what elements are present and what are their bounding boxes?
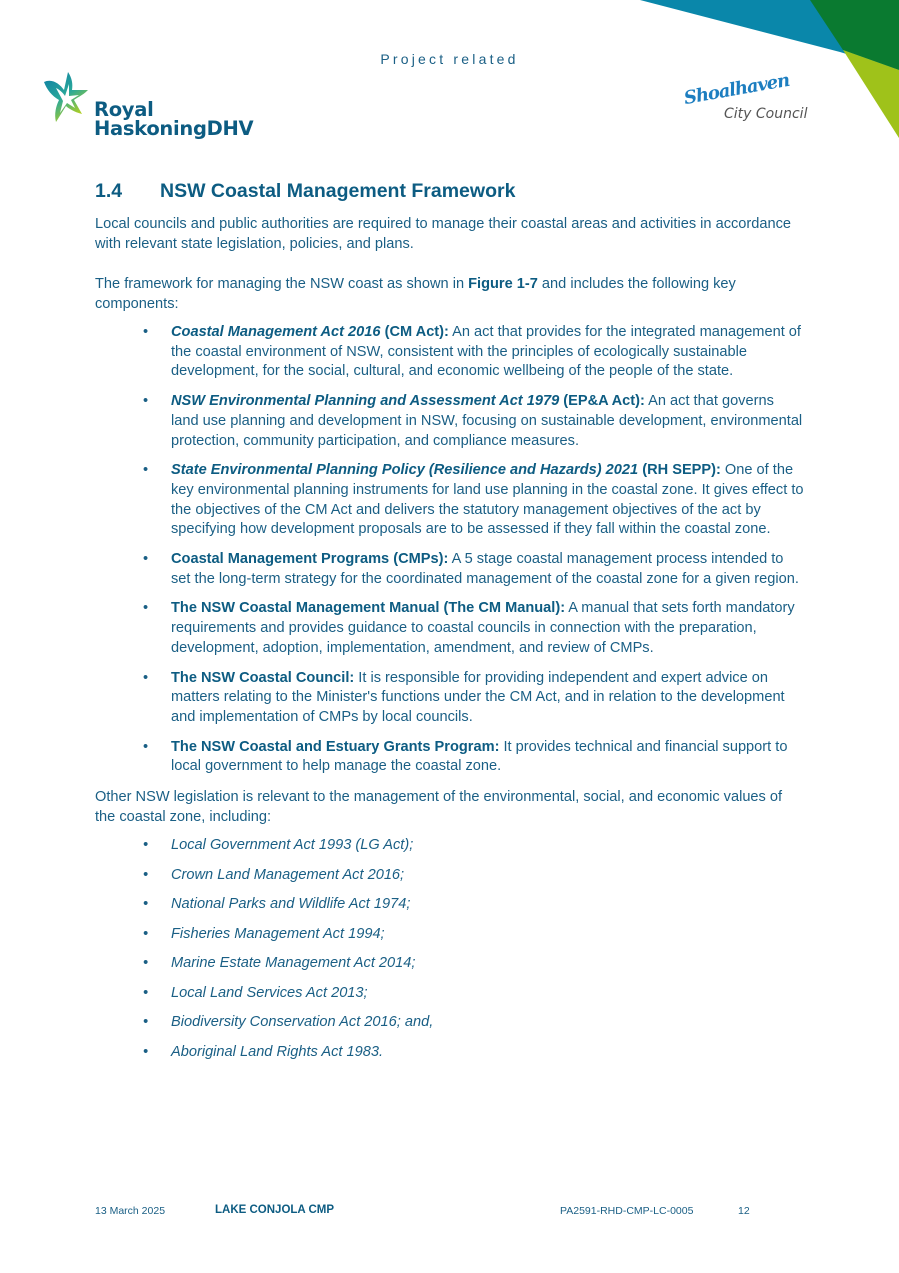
other-legislation-list — [95, 836, 805, 1062]
list-item: • Local Land Services Act 2013; — [143, 984, 368, 1001]
footer-page-number: 12 — [738, 1205, 750, 1217]
header-label: Project related — [380, 51, 519, 67]
list-item: • National Parks and Wildlife Act 1974; — [143, 896, 411, 913]
city-council-text: City Council — [724, 106, 808, 122]
key-components-list — [95, 323, 805, 777]
intro-paragraph: Local councils and public authorities are required to manage their coastal areas and activities in accordance with relevant state legislation, policies, and plans. — [95, 216, 792, 252]
list-item: • State Environmental Planning Policy (Resilience and Hazards) 2021 (RH SEPP): One of the key environmental planning instruments for land use planning in the coastal zone. It gives effect to the objectives of the CM Act and delivers the statutory management objectives of the act by specifying how development proposals are to be assessed if they fall within the coastal zone. — [143, 462, 804, 538]
logo-line2: HaskoningDHV — [94, 117, 254, 140]
list-item: • The NSW Coastal Management Manual (The CM Manual): A manual that sets forth mandatory requirements and provides guidance to coastal councils in connection with the preparation, development, adoption, implementation, amendment, and review of CMPs. — [143, 600, 795, 656]
list-item: • NSW Environmental Planning and Assessment Act 1979 (EP&A Act): An act that governs land use planning and development in NSW, focusing on sustainable development, environmental protection, community participation, and compliance measures. — [143, 393, 803, 449]
section-number: 1.4 — [95, 180, 123, 202]
logo-line1: Royal — [94, 98, 154, 121]
section-heading — [95, 180, 805, 203]
footer-title: LAKE CONJOLA CMP — [215, 1204, 335, 1216]
list-item: • Coastal Management Programs (CMPs): A 5 stage coastal management process intended to set the long-term strategy for the coordinated management of the coastal zone for a given region. — [143, 551, 799, 587]
list-item: • Fisheries Management Act 1994; — [143, 925, 385, 942]
list-item: • Marine Estate Management Act 2014; — [143, 955, 416, 972]
figure-reference[interactable]: Figure 1-7 — [468, 276, 538, 292]
main-content — [95, 180, 805, 1072]
shoalhaven-logo — [682, 69, 819, 138]
list-item: • Coastal Management Act 2016 (CM Act): An act that provides for the integrated management of the coastal environment of NSW, consistent with the principles of ecologically sustainable development, for the social, cultural, and economic wellbeing of the people of the state. — [143, 324, 801, 380]
list-item: • Local Government Act 1993 (LG Act); — [143, 837, 414, 854]
list-item: • The NSW Coastal and Estuary Grants Program: It provides technical and financial support to local government to help manage the coastal zone. — [143, 738, 788, 775]
footer-date: 13 March 2025 — [95, 1205, 166, 1217]
list-item: • Crown Land Management Act 2016; — [143, 866, 405, 883]
section-title: NSW Coastal Management Framework — [160, 180, 516, 202]
list-item: • Aboriginal Land Rights Act 1983. — [143, 1043, 384, 1060]
footer-doc-code: PA2591-RHD-CMP-LC-0005 — [560, 1205, 694, 1217]
framework-paragraph: The framework for managing the NSW coast as shown in Figure 1-7 and includes the following key components: — [95, 276, 736, 312]
star-logo-icon — [42, 70, 98, 130]
list-item: • Biodiversity Conservation Act 2016; and, — [143, 1014, 434, 1031]
royal-haskoningdhv-logo — [42, 70, 252, 146]
list-item: • The NSW Coastal Council: It is responsible for providing independent and expert advice on matters relating to the Minister's functions under the CM Act, and in relation to the development and implementation of CMPs by local councils. — [143, 669, 785, 725]
other-legislation-intro: Other NSW legislation is relevant to the management of the environmental, social, and economic values of the coastal zone, including: — [95, 789, 783, 826]
shoalhaven-name: Shoalhaven — [682, 69, 791, 109]
